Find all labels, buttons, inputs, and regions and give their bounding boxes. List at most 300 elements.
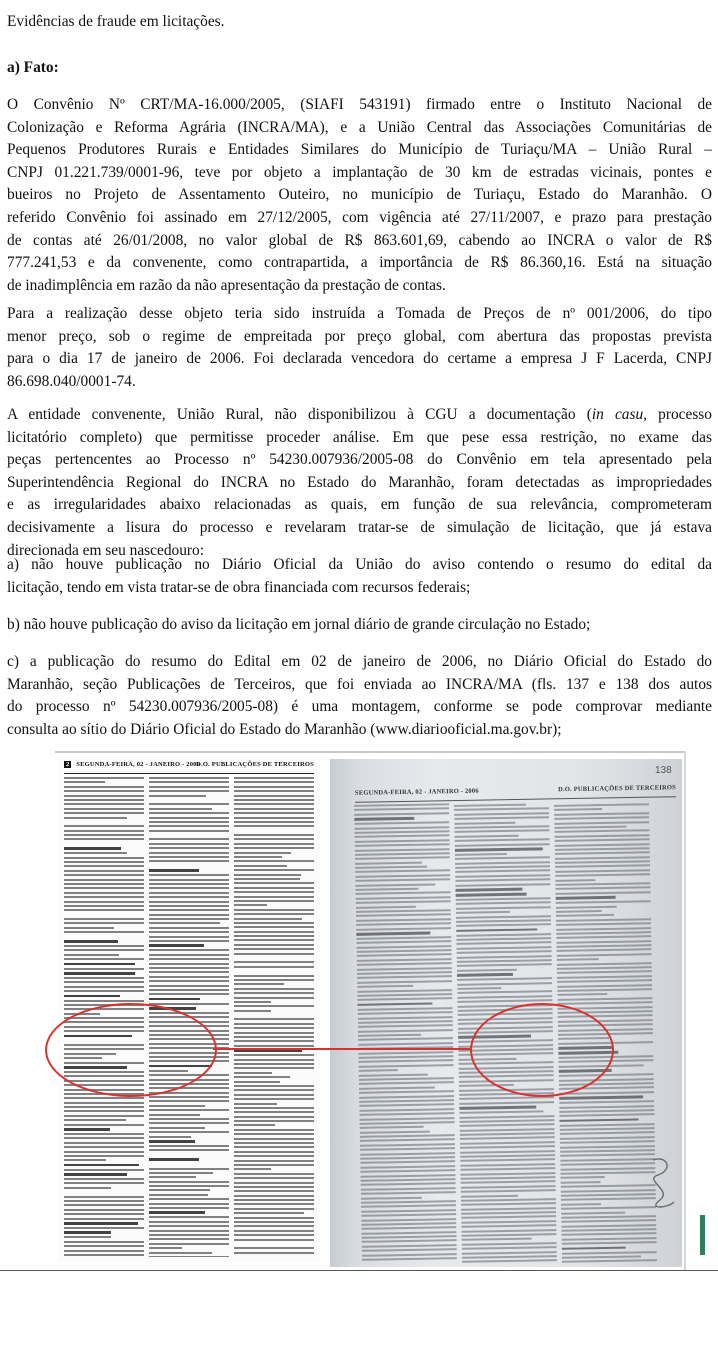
newspaper-text-line bbox=[456, 897, 551, 901]
newspaper-text-line bbox=[149, 821, 229, 823]
newspaper-text-line bbox=[358, 1055, 453, 1059]
newspaper-text-line bbox=[354, 808, 449, 812]
paragraph-line: consulta ao sítio do Diário Oficial do Estado do Maranhão (www.diariooficial.ma.gov.br); bbox=[7, 720, 562, 738]
newspaper-text-line bbox=[462, 1246, 557, 1250]
newspaper-text-line bbox=[234, 1160, 314, 1162]
newspaper-text-line bbox=[234, 1098, 314, 1100]
newspaper-text-line bbox=[461, 1224, 556, 1228]
newspaper-text-line bbox=[362, 1240, 457, 1244]
newspaper-text-line bbox=[234, 830, 314, 832]
newspaper-text-line bbox=[234, 803, 314, 805]
newspaper-text-line bbox=[234, 1151, 314, 1153]
newspaper-text-line bbox=[149, 1225, 229, 1227]
newspaper-text-line bbox=[356, 945, 451, 949]
newspaper-text-line bbox=[149, 1238, 229, 1240]
newspaper-text-line bbox=[455, 838, 550, 842]
newspaper-text-line bbox=[234, 1027, 314, 1029]
newspaper-text-line bbox=[560, 1154, 655, 1158]
newspaper-text-line bbox=[64, 922, 144, 924]
newspaper-text-line bbox=[234, 970, 314, 972]
newspaper-text-line bbox=[234, 1252, 314, 1254]
newspaper-text-line bbox=[234, 997, 314, 999]
newspaper-text-line bbox=[234, 1173, 314, 1175]
newspaper-text-line bbox=[234, 869, 314, 871]
newspaper-text-line bbox=[561, 1203, 601, 1206]
newspaper-text-line bbox=[234, 1138, 314, 1140]
newspaper-text-line bbox=[149, 1176, 196, 1178]
newspaper-text-line bbox=[64, 914, 144, 916]
newspaper-text-line bbox=[64, 986, 144, 988]
newspaper-text-line bbox=[149, 1105, 205, 1107]
newspaper-text-line bbox=[457, 991, 552, 995]
paragraph-line: de inadimplência em razão da não apresentação da prestação de contas. bbox=[7, 276, 446, 294]
newspaper-text-line bbox=[554, 812, 649, 816]
newspaper-text-line bbox=[460, 1150, 555, 1154]
newspaper-text-line bbox=[355, 888, 418, 891]
newspaper-text-line bbox=[234, 896, 314, 898]
newspaper-text-line bbox=[355, 870, 450, 874]
newspaper-text-line bbox=[149, 954, 229, 956]
newspaper-text-line bbox=[149, 1114, 200, 1116]
newspaper-text-line bbox=[234, 931, 314, 933]
newspaper-text-line bbox=[64, 777, 144, 779]
newspaper-text-line bbox=[64, 1169, 144, 1171]
newspaper-text-line bbox=[149, 879, 229, 881]
newspaper-text-line bbox=[149, 1140, 195, 1143]
newspaper-text-line bbox=[149, 1247, 182, 1249]
newspaper-text-line bbox=[361, 1183, 456, 1187]
newspaper-text-line bbox=[561, 1189, 656, 1193]
newspaper-text-line bbox=[64, 1241, 144, 1243]
newspaper-text-line bbox=[555, 879, 595, 882]
newspaper-header bbox=[64, 761, 314, 774]
newspaper-text-line bbox=[64, 1173, 127, 1176]
newspaper-text-line bbox=[64, 838, 144, 840]
newspaper-text-line bbox=[64, 1196, 144, 1198]
newspaper-text-line bbox=[234, 786, 314, 788]
newspaper-text-line bbox=[64, 1222, 138, 1225]
paragraph-line: para o dia 17 de janeiro de 2006. Foi declarada vencedora do certame a empresa J F Lacerda, CNPJ bbox=[7, 350, 712, 368]
newspaper-text-line bbox=[234, 909, 314, 911]
newspaper-text-line bbox=[234, 847, 314, 849]
newspaper-text-line bbox=[234, 1067, 314, 1069]
newspaper-text-line bbox=[64, 852, 127, 854]
newspaper-text-line bbox=[149, 1163, 229, 1165]
newspaper-text-line bbox=[234, 1018, 314, 1020]
newspaper-text-line bbox=[234, 1120, 314, 1122]
newspaper-text-line bbox=[64, 1178, 144, 1180]
newspaper-text-line bbox=[64, 1213, 144, 1215]
newspaper-text-line bbox=[234, 975, 314, 977]
newspaper-text-line bbox=[560, 1149, 655, 1153]
newspaper-text-line bbox=[149, 936, 229, 938]
newspaper-text-line bbox=[360, 1165, 455, 1169]
newspaper-text-line bbox=[361, 1213, 456, 1217]
newspaper-text-line bbox=[234, 790, 314, 792]
newspaper-text-line bbox=[555, 873, 650, 877]
newspaper-text-line bbox=[149, 905, 229, 907]
newspaper-text-line bbox=[64, 870, 144, 872]
paragraph-2 bbox=[7, 303, 712, 393]
newspaper-text-line bbox=[357, 1002, 432, 1006]
newspaper-text-line bbox=[559, 1113, 654, 1117]
paragraph-line: CNPJ 01.221.739/0001-96, teve por objeto a implantação de 30 km de estradas vicinais, pontes e bbox=[7, 163, 712, 181]
newspaper-text-line bbox=[358, 1042, 453, 1046]
newspaper-text-line bbox=[455, 888, 522, 892]
newspaper-text-line bbox=[234, 983, 284, 985]
paragraph-line: Colonização e Reforma Agrária (INCRA/MA), e a União Central das Associações Comunitárias de bbox=[7, 118, 712, 136]
newspaper-text-line bbox=[64, 1151, 144, 1153]
newspaper-text-line bbox=[149, 944, 204, 947]
newspaper-text-line bbox=[234, 825, 314, 827]
newspaper-text-line bbox=[459, 1115, 554, 1119]
newspaper-text-line bbox=[560, 1158, 655, 1162]
newspaper-text-line bbox=[356, 905, 416, 908]
newspaper-text-line bbox=[234, 891, 314, 893]
newspaper-text-line bbox=[64, 1102, 144, 1104]
page-number: 2 bbox=[66, 761, 70, 768]
newspaper-text-line bbox=[149, 781, 229, 783]
newspaper-text-line bbox=[64, 843, 144, 845]
newspaper-text-line bbox=[234, 1103, 277, 1105]
newspaper-text-line bbox=[559, 1105, 654, 1109]
newspaper-text-line bbox=[149, 931, 229, 933]
newspaper-text-line bbox=[459, 1101, 554, 1105]
newspaper-text-line bbox=[456, 902, 551, 906]
newspaper-text-line bbox=[360, 1174, 455, 1178]
newspaper-text-line bbox=[234, 1001, 271, 1003]
newspaper-text-line bbox=[64, 834, 144, 836]
newspaper-text-line bbox=[64, 821, 144, 823]
newspaper-text-line bbox=[149, 795, 206, 797]
newspaper-text-line bbox=[357, 980, 452, 984]
newspaper-text-line bbox=[149, 1211, 205, 1214]
newspaper-text-line bbox=[460, 1132, 555, 1136]
newspaper-text-line bbox=[361, 1200, 456, 1204]
newspaper-text-line bbox=[456, 893, 527, 897]
newspaper-text-line bbox=[461, 1233, 556, 1237]
newspaper-text-line bbox=[361, 1226, 456, 1230]
newspaper-text-line bbox=[356, 927, 451, 931]
newspaper-text-line bbox=[455, 834, 519, 837]
newspaper-text-line bbox=[360, 1161, 455, 1165]
newspaper-text-line bbox=[149, 1198, 229, 1200]
paragraph-line: Superintendência Regional do INCRA no Estado do Maranhão, foram detectadas as impropriedades bbox=[7, 473, 712, 491]
newspaper-text-line bbox=[64, 1000, 144, 1002]
newspaper-text-line bbox=[149, 1149, 229, 1151]
newspaper-text-line bbox=[556, 927, 651, 931]
newspaper-text-line bbox=[455, 843, 550, 847]
newspaper-text-line bbox=[555, 843, 650, 847]
newspaper-text-line bbox=[362, 1244, 457, 1248]
newspaper-text-line bbox=[460, 1172, 555, 1176]
newspaper-text-line bbox=[554, 821, 649, 825]
newspaper-text-line bbox=[556, 900, 651, 904]
newspaper-date: SEGUNDA-FEIRA, 02 - JANEIRO - 2006 bbox=[354, 787, 479, 797]
newspaper-text-line bbox=[460, 1137, 555, 1141]
newspaper-text-line bbox=[64, 901, 144, 903]
newspaper-text-line bbox=[362, 1248, 457, 1252]
newspaper-text-line bbox=[234, 1036, 314, 1038]
newspaper-text-line bbox=[356, 922, 451, 926]
newspaper-text-line bbox=[234, 966, 314, 968]
newspaper-text-line bbox=[64, 857, 144, 859]
newspaper-text-line bbox=[356, 914, 451, 918]
newspaper-text-line bbox=[234, 1005, 314, 1007]
newspaper-text-line bbox=[64, 1182, 144, 1184]
newspaper-text-line bbox=[149, 1168, 229, 1170]
newspaper-text-line bbox=[554, 830, 649, 834]
newspaper-text-line bbox=[234, 1208, 314, 1210]
newspaper-text-line bbox=[356, 892, 451, 896]
newspaper-text-line bbox=[361, 1218, 456, 1222]
newspaper-text-line bbox=[456, 937, 551, 941]
newspaper-text-line bbox=[234, 1155, 314, 1157]
newspaper-text-line bbox=[234, 1014, 314, 1016]
newspaper-text-line bbox=[64, 931, 144, 933]
newspaper-text-line bbox=[460, 1145, 555, 1149]
newspaper-text-line bbox=[360, 1147, 455, 1151]
paragraph-line: Pequenos Produtores Rurais e Entidades Similares do Município de Turiaçu/MA – União Rural – bbox=[7, 141, 712, 159]
newspaper-text-line bbox=[461, 1198, 556, 1202]
paragraph-line: de contas até 26/01/2008, no valor global de R$ 863.601,69, cabendo ao INCRA o valor de R$ bbox=[7, 231, 712, 249]
newspaper-text-line bbox=[461, 1229, 556, 1233]
newspaper-text-line bbox=[357, 954, 452, 958]
newspaper-text-line bbox=[559, 1109, 654, 1113]
newspaper-text-line bbox=[234, 1177, 314, 1179]
newspaper-text-line bbox=[557, 975, 652, 979]
newspaper-text-line bbox=[562, 1255, 641, 1258]
newspaper-text-line bbox=[64, 887, 144, 889]
newspaper-text-line bbox=[149, 830, 229, 832]
newspaper-text-line bbox=[149, 790, 229, 792]
newspaper-text-line bbox=[457, 977, 552, 981]
newspaper-text-line bbox=[149, 1136, 191, 1138]
newspaper-text-line bbox=[361, 1178, 456, 1182]
newspaper-text-line bbox=[355, 861, 422, 864]
newspaper-text-line bbox=[64, 905, 144, 907]
newspaper-text-line bbox=[355, 852, 450, 856]
newspaper-text-line bbox=[149, 1118, 229, 1120]
newspaper-text-line bbox=[358, 1060, 453, 1064]
newspaper-text-line bbox=[149, 874, 229, 876]
newspaper-text-line bbox=[354, 830, 449, 834]
newspaper-text-line bbox=[461, 1207, 556, 1211]
newspaper-text-line bbox=[456, 942, 551, 946]
newspaper-text-line bbox=[149, 1203, 229, 1205]
newspaper-header bbox=[355, 784, 676, 803]
newspaper-text-line bbox=[456, 906, 551, 910]
newspaper-text-line bbox=[557, 949, 652, 953]
paragraph-line: c) a publicação do resumo do Edital em 02 de janeiro de 2006, no Diário Oficial do Estado do bbox=[7, 653, 712, 670]
newspaper-text-line bbox=[149, 838, 229, 840]
newspaper-text-line bbox=[64, 1133, 144, 1135]
newspaper-text-line bbox=[354, 817, 414, 821]
newspaper-text-line bbox=[149, 989, 229, 991]
newspaper-text-line bbox=[64, 1124, 144, 1126]
newspaper-text-line bbox=[360, 1143, 455, 1147]
newspaper-text-line bbox=[64, 1187, 111, 1189]
newspaper-text-line bbox=[149, 860, 229, 862]
item-a bbox=[7, 554, 712, 599]
item-c bbox=[7, 651, 712, 741]
newspaper-text-line bbox=[149, 847, 229, 849]
newspaper-text-line bbox=[64, 936, 144, 938]
newspaper-text-line bbox=[357, 962, 452, 966]
newspaper-text-line bbox=[556, 896, 616, 900]
newspaper-text-line bbox=[359, 1099, 454, 1103]
newspaper-text-line bbox=[557, 979, 652, 983]
newspaper-text-line bbox=[234, 992, 314, 994]
newspaper-text-line bbox=[149, 980, 229, 982]
newspaper-section: D.O. PUBLICAÇÕES DE TERCEIROS bbox=[558, 784, 676, 794]
newspaper-text-line bbox=[149, 914, 229, 916]
newspaper-text-line bbox=[357, 985, 413, 988]
newspaper-text-line bbox=[149, 1252, 212, 1254]
newspaper-text-line bbox=[149, 786, 229, 788]
newspaper-text-line bbox=[554, 803, 649, 807]
paragraph-line: licitatório completo) que permitisse proceder análise. Em que pese essa restrição, no exame das bbox=[7, 428, 712, 446]
newspaper-text-line bbox=[560, 1132, 655, 1136]
newspaper-text-line bbox=[234, 1089, 314, 1091]
newspaper-text-line bbox=[64, 847, 121, 850]
newspaper-text-line bbox=[149, 998, 200, 1001]
newspaper-text-line bbox=[361, 1196, 422, 1199]
newspaper-text-line bbox=[556, 910, 602, 913]
newspaper-text-line bbox=[354, 812, 449, 816]
newspaper-text-line bbox=[462, 1242, 557, 1246]
newspaper-text-line bbox=[355, 848, 450, 852]
newspaper-text-line bbox=[554, 816, 649, 820]
newspaper-text-line bbox=[355, 835, 450, 839]
newspaper-text-line bbox=[234, 1054, 314, 1056]
newspaper-text-line bbox=[64, 918, 144, 920]
newspaper-text-line bbox=[360, 1152, 455, 1156]
newspaper-text-line bbox=[64, 945, 144, 947]
newspaper-text-line bbox=[456, 924, 551, 928]
paragraph-3 bbox=[7, 404, 712, 562]
paragraph-line: e as irregularidades abaixo relacionadas as quais, em função de sua relevância, comprometeram bbox=[7, 496, 712, 514]
newspaper-text-line bbox=[234, 1072, 272, 1074]
newspaper-text-line bbox=[454, 816, 549, 820]
newspaper-text-line bbox=[234, 1186, 314, 1188]
newspaper-text-line bbox=[149, 812, 229, 814]
newspaper-text-line bbox=[149, 927, 229, 929]
newspaper-text-line bbox=[64, 825, 144, 827]
newspaper-text-line bbox=[234, 865, 287, 867]
newspaper-text-line bbox=[555, 887, 650, 891]
paragraph-line: licitação, tendo em vista tratar-se de obra financiada com recursos federais; bbox=[7, 578, 471, 596]
newspaper-text-line bbox=[356, 940, 451, 944]
newspaper-text-line bbox=[559, 1096, 643, 1100]
newspaper-text-line bbox=[459, 1106, 536, 1110]
newspaper-text-line bbox=[234, 821, 314, 823]
newspaper-text-line bbox=[561, 1206, 656, 1210]
newspaper-text-line bbox=[355, 856, 450, 860]
newspaper-text-line bbox=[64, 1231, 111, 1234]
newspaper-text-line bbox=[359, 1095, 454, 1099]
newspaper-text-line bbox=[556, 944, 651, 948]
paragraph-line: do processo nº 54230.007936/2005-08) é uma montagem, conforme se pode comprovar mediante bbox=[7, 698, 712, 716]
newspaper-text-line bbox=[556, 914, 614, 917]
newspaper-text-line bbox=[454, 821, 515, 824]
item-b bbox=[7, 614, 712, 637]
newspaper-text-line bbox=[149, 887, 229, 889]
newspaper-text-line bbox=[234, 860, 314, 862]
newspaper-text-line bbox=[64, 1164, 139, 1167]
newspaper-text-line bbox=[560, 1136, 655, 1140]
newspaper-text-line bbox=[234, 1212, 304, 1214]
latin-term: in casu, bbox=[591, 406, 648, 423]
newspaper-text-line bbox=[234, 1217, 314, 1219]
newspaper-text-line bbox=[64, 1159, 106, 1161]
newspaper-text-line bbox=[457, 987, 501, 990]
newspaper-text-line bbox=[64, 812, 144, 814]
newspaper-text-line bbox=[460, 1119, 555, 1123]
paragraph-line: Para a realização desse objeto teria sido instruída a Tomada de Preços de nº 001/2006, do tipo bbox=[7, 305, 712, 322]
newspaper-text-line bbox=[562, 1251, 657, 1255]
paragraph-line: peças pertencentes ao Processo nº 54230.007936/2005-08 do Convênio em tela apresentado pela bbox=[7, 451, 712, 469]
newspaper-text-line bbox=[354, 821, 449, 825]
newspaper-text-line bbox=[557, 953, 652, 957]
newspaper-text-line bbox=[460, 1154, 555, 1158]
newspaper-text-line bbox=[361, 1231, 456, 1235]
newspaper-text-line bbox=[64, 808, 144, 810]
newspaper-text-line bbox=[149, 1194, 208, 1196]
newspaper-text-line bbox=[234, 838, 314, 840]
newspaper-text-line bbox=[64, 1227, 144, 1229]
newspaper-text-line bbox=[455, 853, 507, 856]
highlight-connector bbox=[213, 1048, 470, 1050]
newspaper-text-line bbox=[561, 1211, 625, 1214]
newspaper-text-line bbox=[149, 993, 229, 995]
newspaper-text-line bbox=[360, 1130, 430, 1133]
newspaper-text-line bbox=[456, 915, 551, 919]
newspaper-text-line bbox=[455, 856, 550, 860]
newspaper-text-line bbox=[149, 1243, 229, 1245]
newspaper-text-line bbox=[64, 954, 119, 956]
newspaper-text-line bbox=[234, 918, 302, 920]
newspaper-text-line bbox=[64, 1254, 144, 1256]
newspaper-text-line bbox=[557, 962, 652, 966]
newspaper-text-line bbox=[234, 957, 314, 959]
newspaper-text-line bbox=[149, 1109, 229, 1111]
paragraph-line: menor preço, sob o regime de empreitada por preço global, com abertura das propostas prevista bbox=[7, 327, 712, 345]
newspaper-text-line bbox=[358, 1034, 421, 1037]
newspaper-text-line bbox=[149, 777, 229, 779]
newspaper-text-line bbox=[64, 799, 144, 801]
newspaper-text-line bbox=[560, 1167, 655, 1171]
paragraph-line: direcionada em seu nascedouro: bbox=[7, 541, 205, 559]
figure-frame bbox=[684, 751, 686, 1271]
newspaper-text-line bbox=[64, 874, 144, 876]
newspaper-text-line bbox=[455, 883, 550, 887]
newspaper-text-line bbox=[555, 834, 650, 838]
newspaper-text-line bbox=[359, 1086, 435, 1089]
newspaper-text-line bbox=[234, 979, 314, 981]
newspaper-text-line bbox=[359, 1108, 454, 1112]
newspaper-text-line bbox=[149, 1234, 229, 1236]
newspaper-text-line bbox=[64, 817, 127, 819]
newspaper-text-line bbox=[149, 896, 229, 898]
newspaper-text-line bbox=[560, 1171, 655, 1175]
newspaper-text-line bbox=[556, 935, 651, 939]
newspaper-text-line bbox=[64, 1250, 144, 1252]
newspaper-text-line bbox=[355, 874, 450, 878]
newspaper-text-line bbox=[355, 878, 450, 882]
newspaper-text-line bbox=[234, 922, 314, 924]
newspaper-text-line bbox=[149, 843, 229, 845]
